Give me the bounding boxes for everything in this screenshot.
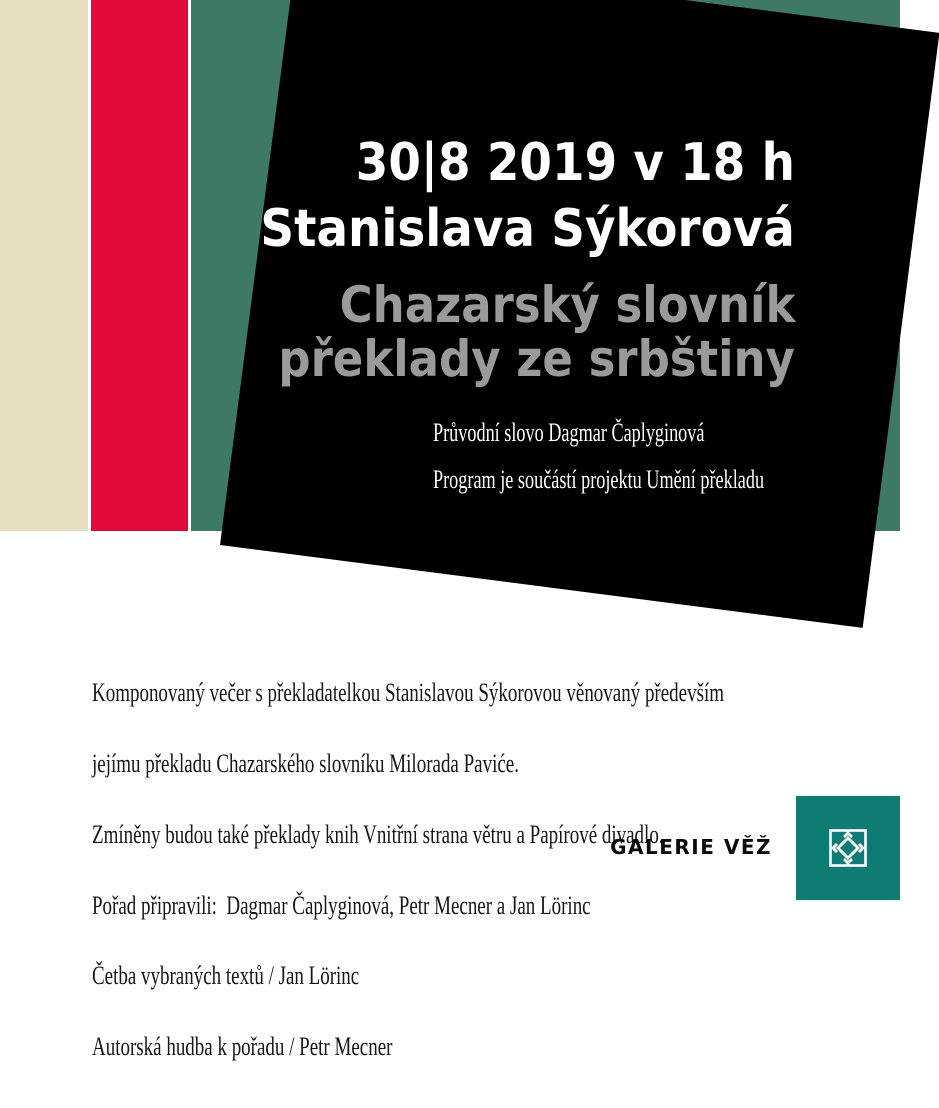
event-credit-project: Program je součástí projektu Umění překladu xyxy=(433,465,765,494)
gallery-logo xyxy=(796,796,900,900)
expand-arrows-icon xyxy=(825,825,871,871)
description-line: Autorská hudba k pořadu / Petr Mecner xyxy=(92,1032,393,1062)
description-line: jejímu překladu Chazarského slovníku Milorada Paviće. xyxy=(92,748,519,778)
gallery-name: GALERIE VĚŽ xyxy=(610,835,772,859)
description-line: Zmíněny budou také překlady knih Vnitřní strana větru a Papírové divadlo. xyxy=(92,819,664,849)
description-line: Komponovaný večer s překladatelkou Stanislavou Sýkorovou věnovaný především xyxy=(92,678,725,708)
event-title-line1: Chazarský slovník xyxy=(339,276,795,334)
description-line: Četba vybraných textů / Jan Lörinc xyxy=(92,961,360,991)
cream-stripe xyxy=(0,0,88,531)
description-line: Pořad připravili: Dagmar Čaplyginová, Petr Mecner a Jan Lörinc xyxy=(92,890,591,920)
event-datetime: 30|8 2019 v 18 h xyxy=(355,133,795,193)
event-credit-intro: Průvodní slovo Dagmar Čaplyginová xyxy=(433,418,705,447)
event-description xyxy=(92,634,724,1106)
red-stripe xyxy=(91,0,188,531)
event-title-line2: překlady ze srbštiny xyxy=(278,330,795,388)
event-author-name: Stanislava Sýkorová xyxy=(260,199,795,259)
